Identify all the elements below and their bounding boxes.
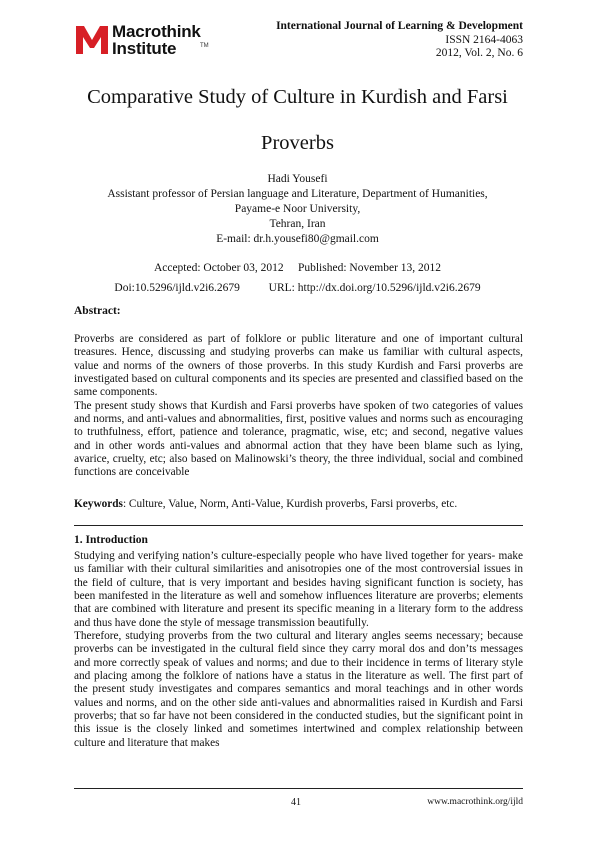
- keywords-label: Keywords: [74, 498, 123, 510]
- keywords-line: [74, 498, 457, 510]
- affiliation-line1: Assistant professor of Persian language and Literature, Department of Humanities,: [107, 188, 488, 200]
- introduction-body: [74, 550, 523, 750]
- journal-name: International Journal of Learning & Development: [276, 20, 523, 32]
- footer-divider: [74, 788, 523, 789]
- logo-text-macrothink: Macrothink: [112, 22, 201, 41]
- macrothink-logo-icon: [74, 22, 110, 56]
- abstract-paragraph-2: The present study shows that Kurdish and Farsi proverbs have spoken of two categories of values and norms, and anti-values and abnormalities, first, positive values and norms such as encouraging to truthfulness, effort, patience and tolerance, pragmatic, wise, etc; and second, negative values and in other words anti-values and abnormal action that they have been blame such as lying, avarice, cruelty, etc; also based on Malinowski’s theory, the three individual, social and combined functions are conceivable: [74, 399, 523, 479]
- publication-dates: Accepted: October 03, 2012 Published: November 13, 2012: [153, 262, 442, 274]
- abstract-heading: Abstract:: [74, 305, 121, 317]
- journal-info: [276, 20, 523, 61]
- introduction-paragraph-2: Therefore, studying proverbs from the two cultural and literary angles seems necessary; because proverbs can be investigated in the cultural field since they carry moral dos and don’ts messages and more correctly speak of values and norms; and due to their incidence in terms of literary style and placing among the folklore of nations have a status in the literature as well. The first part of the present study investigates and compares semantics and moral teachings and in other words values and norms, and on the other side anti-values and abnormalities raised in Kurdish and Farsi proverbs; that so far have not been considered in the conducted studies, but the significant point in this issue is the closely linked and sometimes intertwined and complex relationship between culture and literature that makes: [74, 630, 523, 749]
- paper-title-line2: Proverbs: [261, 132, 334, 154]
- affiliation-line2: Payame-e Noor University,: [234, 203, 361, 215]
- doi-url[interactable]: Doi:10.5296/ijld.v2i6.2679 URL: http://dx.doi.org/10.5296/ijld.v2i6.2679: [114, 282, 481, 294]
- keywords-text: : Culture, Value, Norm, Anti-Value, Kurdish proverbs, Farsi proverbs, etc.: [122, 498, 458, 510]
- abstract-paragraph-1: Proverbs are considered as part of folklore or public literature and one of important cultural treasures. Hence, discussing and studying proverbs can make us familiar with cultural aspects, value and norms of the owners of those proverbs. In this study Kurdish and Farsi proverbs are investigated based on cultural components and its species are presented and classified based on the same components.: [74, 333, 523, 399]
- affiliation-line3: Tehran, Iran: [269, 218, 326, 230]
- author-name: Hadi Yousefi: [267, 173, 328, 185]
- publisher-logo: [74, 20, 224, 60]
- footer-url[interactable]: www.macrothink.org/ijld: [427, 797, 523, 807]
- author-email[interactable]: E-mail: dr.h.yousefi80@gmail.com: [216, 233, 379, 245]
- journal-issn: ISSN 2164-4063: [445, 33, 523, 46]
- abstract-body: [74, 333, 523, 480]
- logo-text-institute: Institute: [112, 39, 177, 58]
- introduction-paragraph-1: Studying and verifying nation’s culture-especially people who have lived together for years- make us familiar with their cultural similarities and anisotropies one of the most controversial issues in the field of culture, that is very important and besides having significant function is society, has been manifested in the literature as well and somehow influences literature are proverbs; elements that are combined with literature and present its specific meaning in a literary form to the address and thus have done the style of message transmission beautifully.: [74, 550, 523, 629]
- paper-title-line1: Comparative Study of Culture in Kurdish and Farsi: [87, 86, 508, 108]
- journal-volume: 2012, Vol. 2, No. 6: [435, 47, 523, 59]
- page-number: 41: [291, 797, 301, 808]
- introduction-heading: 1. Introduction: [74, 534, 148, 546]
- section-divider: [74, 525, 523, 526]
- logo-trademark: TM: [200, 43, 209, 49]
